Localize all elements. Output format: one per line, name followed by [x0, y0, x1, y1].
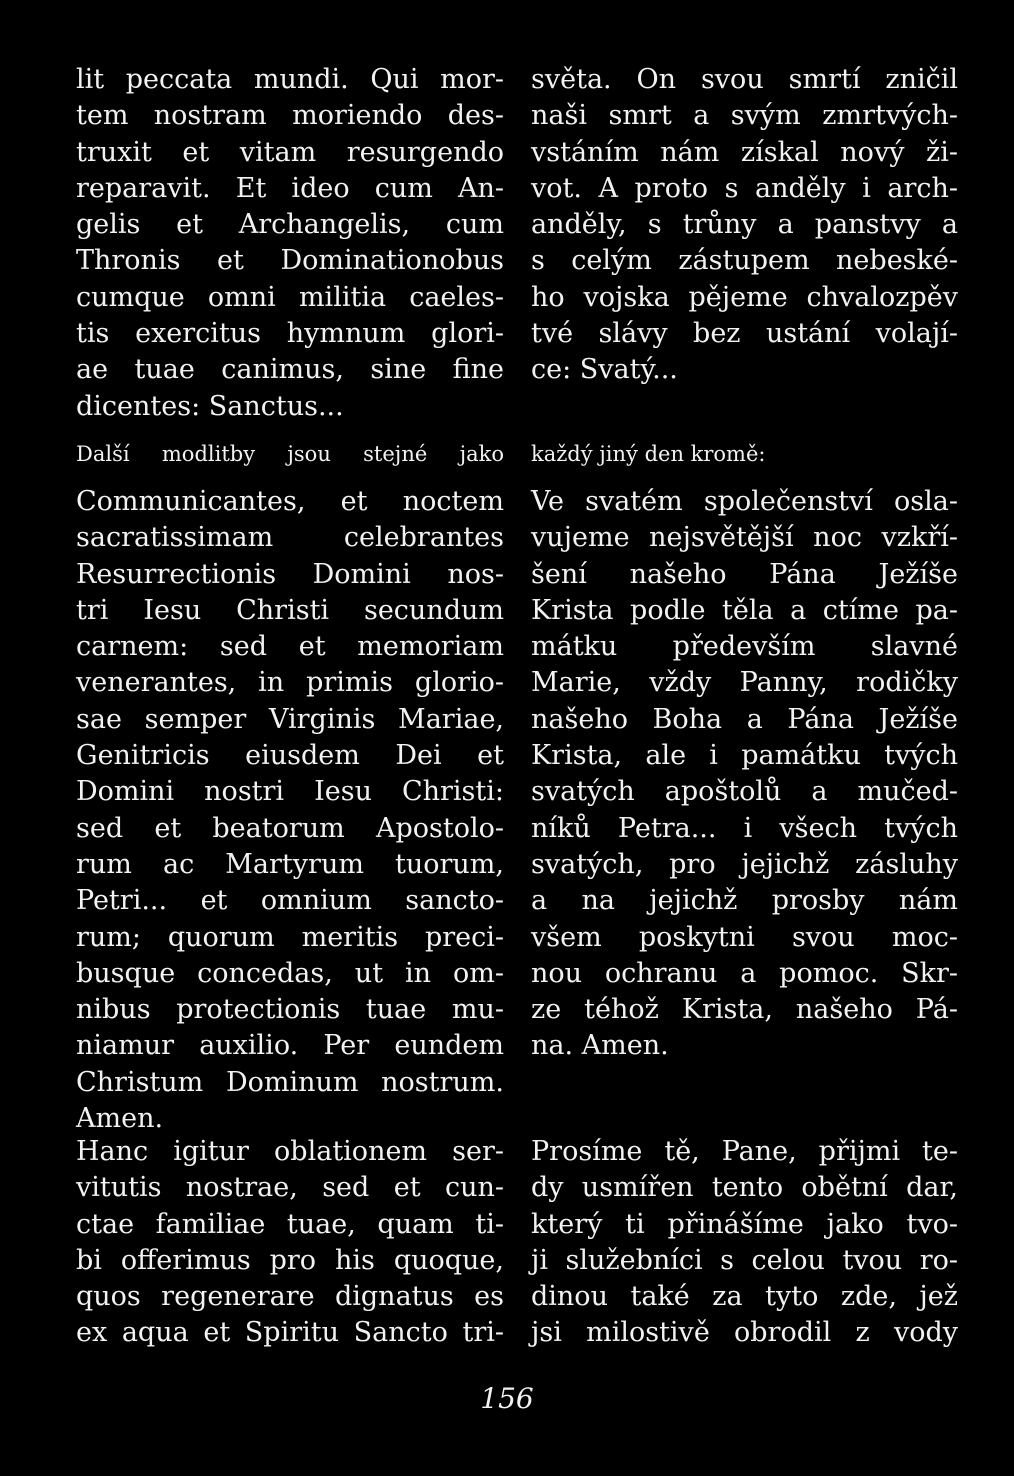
text-line: cumque omni militia caeles-: [76, 281, 504, 313]
text-line: ex aqua et Spiritu Sancto tri-: [76, 1317, 504, 1349]
text-line: Marie, vždy Panny, rodičky: [531, 667, 958, 699]
text-line: dicentes: Sanctus...: [76, 390, 344, 422]
text-line: a na jejichž prosby nám: [531, 885, 958, 917]
text-line: sacratissimam celebrantes: [76, 522, 504, 554]
text-line: ji služebníci s celou tvou ro-: [531, 1244, 958, 1276]
text-line: svatých apoštolů a mučed-: [531, 776, 958, 808]
text-line: Communicantes, et noctem: [76, 486, 504, 517]
text-line: Krista podle těla a ctíme pa-: [531, 594, 958, 626]
text-line: všem poskytni svou moc-: [531, 921, 958, 953]
text-line: šení našeho Pána Ježíše: [531, 558, 958, 590]
text-line: vujeme nejsvětější noc vzkří-: [531, 522, 958, 554]
text-line: gelis et Archangelis, cum: [76, 209, 504, 241]
text-line: tem nostram moriendo des-: [76, 100, 504, 132]
text-line: vitutis nostrae, sed et cun-: [76, 1172, 504, 1204]
text-line: našeho Boha a Pána Ježíše: [531, 703, 958, 735]
text-line: quos regenerare dignatus es: [76, 1281, 504, 1313]
rubric-right: každý jiný den kromě:: [531, 442, 766, 466]
text-line: svatých, pro jejichž zásluhy: [531, 848, 958, 880]
text-line: reparavit. Et ideo cum An-: [76, 172, 504, 204]
text-line: tis exercitus hymnum glori-: [76, 318, 504, 350]
text-line: ae tuae canimus, sine fine: [76, 354, 504, 386]
text-line: tvé slávy bez ustání volají-: [531, 318, 958, 350]
text-line: rum; quorum meritis preci-: [76, 921, 504, 953]
text-line: jsi milostivě obrodil z vody: [531, 1317, 958, 1349]
text-line: Hanc igitur oblationem ser-: [76, 1136, 504, 1167]
text-line: který ti přinášíme jako tvo-: [531, 1208, 958, 1240]
text-line: lit peccata mundi. Qui mor-: [76, 64, 504, 95]
text-line: tri Iesu Christi secundum: [76, 594, 504, 626]
text-line: ctae familiae tuae, quam ti-: [76, 1208, 504, 1240]
czech-paragraph-communicantes: [531, 484, 958, 1065]
latin-paragraph-preface: [76, 62, 504, 425]
text-line: sed et beatorum Apostolo-: [76, 812, 504, 844]
text-line: na. Amen.: [531, 1030, 669, 1062]
latin-paragraph-communicantes: [76, 484, 504, 1137]
text-line: ze téhož Krista, našeho Pá-: [531, 994, 958, 1026]
text-line: anděly, s trůny a panstvy a: [531, 209, 958, 241]
text-line: Genitricis eiusdem Dei et: [76, 740, 504, 772]
text-line: Prosíme tě, Pane, přijmi te-: [531, 1136, 958, 1167]
text-line: vot. A proto s anděly i arch-: [531, 172, 958, 204]
text-line: Krista, ale i památku tvých: [531, 740, 958, 772]
text-line: s celým zástupem nebeské-: [531, 245, 958, 277]
text-line: nibus protectionis tuae mu-: [76, 994, 504, 1026]
text-line: Christum Dominum nostrum.: [76, 1066, 504, 1098]
text-line: dinou také za tyto zde, jež: [531, 1281, 958, 1313]
text-line: ho vojska pějeme chvalozpěv: [531, 281, 958, 313]
czech-paragraph-preface: [531, 62, 958, 389]
text-line: Resurrectionis Domini nos-: [76, 558, 504, 590]
text-line: nou ochranu a pomoc. Skr-: [531, 957, 958, 989]
latin-paragraph-hanc-igitur: [76, 1134, 504, 1352]
text-line: naši smrt a svým zmrtvých-: [531, 100, 958, 132]
text-line: rum ac Martyrum tuorum,: [76, 848, 504, 880]
text-line: sae semper Virginis Mariae,: [76, 703, 504, 735]
text-line: světa. On svou smrtí zničil: [531, 64, 958, 95]
text-line: dy usmířen tento obětní dar,: [531, 1172, 958, 1204]
text-line: niamur auxilio. Per eundem: [76, 1030, 504, 1062]
text-line: Thronis et Dominationobus: [76, 245, 504, 277]
text-line: Petri... et omnium sancto-: [76, 885, 504, 917]
text-line: mátku především slavné: [531, 631, 958, 663]
text-line: bi offerimus pro his quoque,: [76, 1244, 504, 1276]
text-line: Amen.: [76, 1103, 164, 1135]
czech-paragraph-hanc-igitur: [531, 1134, 958, 1352]
rubric-left: Další modlitby jsou stejné jako: [76, 442, 504, 466]
text-line: venerantes, in primis glorio-: [76, 667, 504, 699]
text-line: carnem: sed et memoriam: [76, 631, 504, 663]
text-line: Domini nostri Iesu Christi:: [76, 776, 504, 808]
page-number: 156: [480, 1382, 534, 1415]
text-line: truxit et vitam resurgendo: [76, 136, 504, 168]
text-line: busque concedas, ut in om-: [76, 957, 504, 989]
text-line: Ve svatém společenství osla-: [531, 486, 958, 517]
text-line: ce: Svatý...: [531, 354, 678, 386]
text-line: vstáním nám získal nový ži-: [531, 136, 958, 168]
text-line: níků Petra... i všech tvých: [531, 812, 958, 844]
